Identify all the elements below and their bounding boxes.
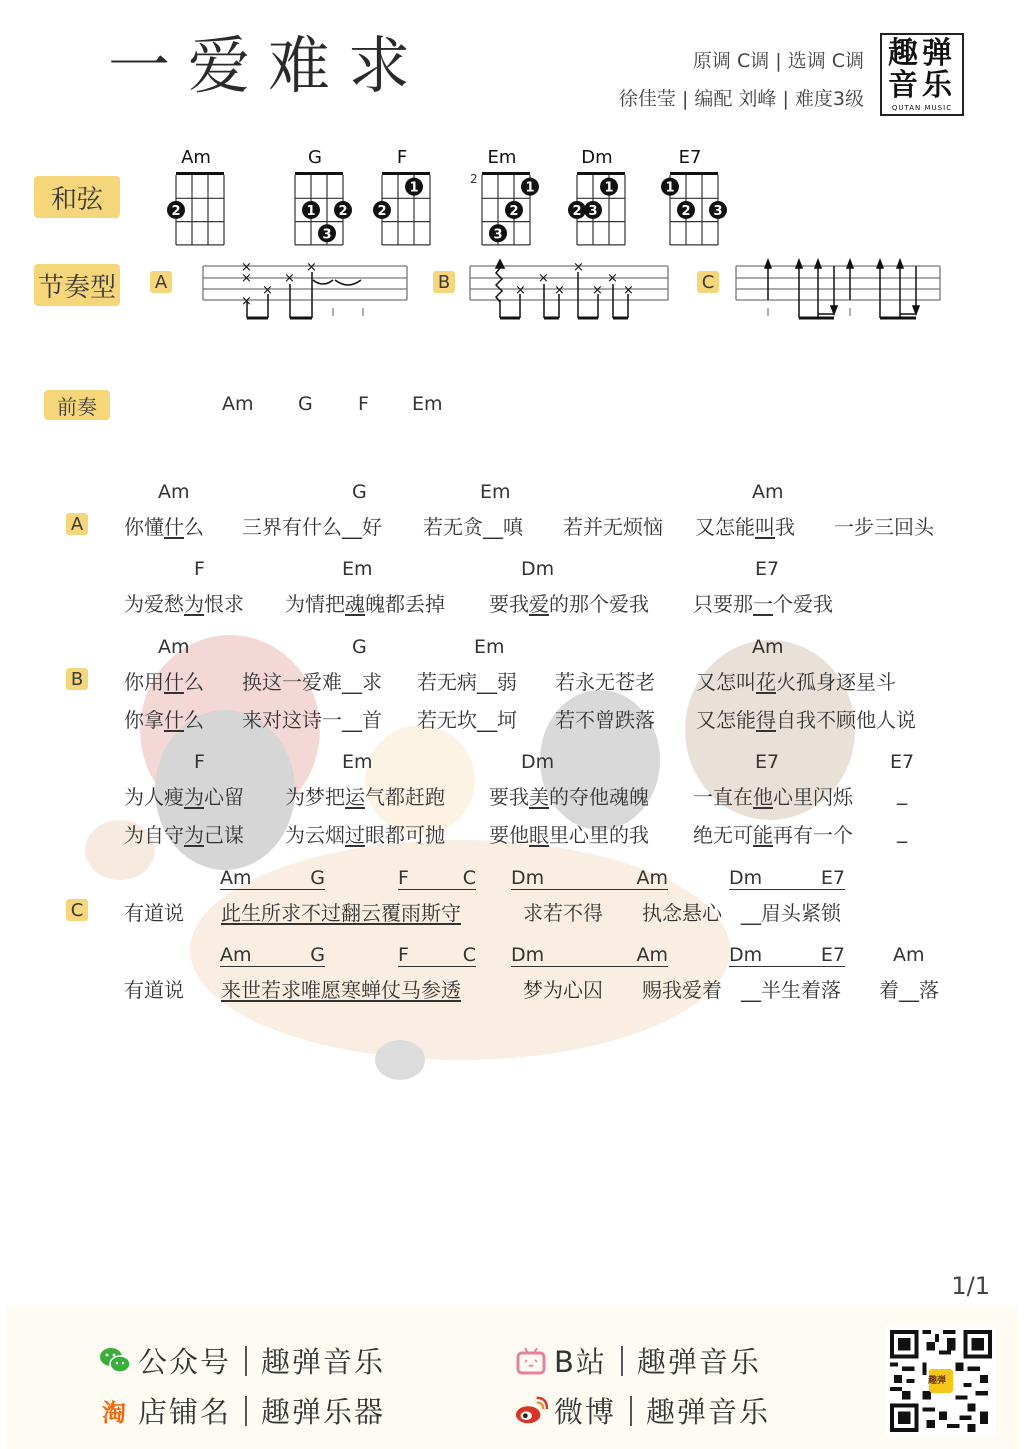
lyric-phrase: 为自守为己谋 [124,823,244,847]
weibo-icon [514,1394,548,1428]
lyric-phrase: 来世若求唯愿寒蝉仗马参透 [221,978,461,1002]
lyric-phrase: 此生所求不过翻云覆雨斯守 [221,901,461,925]
footer-label: B站 [554,1345,607,1379]
lyric-phrase: 赐我爱着 [642,978,722,1002]
wechat-icon [98,1344,132,1378]
song-title: 一爱难求 [108,29,429,102]
fretboard-grid [295,172,348,243]
svg-text:×: × [306,260,317,275]
lyric-phrase: 若并无烦恼 [563,515,663,539]
chord: E7 [755,751,780,773]
lyric-phrase: __半生着落 [741,978,841,1002]
svg-text:2: 2 [509,203,519,219]
lyric-lead: 有道说 [124,901,184,925]
rhythm-c-notation [736,258,942,328]
svg-text:3: 3 [493,227,503,243]
intro-chord: F [358,393,369,415]
lyric-phrase: 要我美的夺他魂魄 [489,785,649,809]
chord-name: Am [181,147,211,168]
lyric-phrase: 又怎叫花火孤身逐星斗 [696,670,896,694]
svg-text:2: 2 [681,203,691,219]
lyric-phrase: 三界有什么__好 [242,515,382,539]
chord: E7 [890,751,915,773]
svg-text:×: × [262,283,273,298]
lyric-phrase: 一直在他心里闪烁 [693,785,853,809]
chord-name: G [308,147,322,168]
svg-text:2: 2 [377,203,387,219]
lyric-phrase: 来对这诗一__首 [242,708,382,732]
intro-chord: G [298,393,313,415]
logo-text-1: 趣弹 [888,35,956,71]
svg-text:2: 2 [338,203,348,219]
footer-bilibili[interactable] [514,1340,761,1381]
lyric-phrase: 若无坎__坷 [417,708,517,732]
svg-text:×: × [284,271,295,286]
rhythm-a-notation [203,258,409,328]
chord-name: E7 [678,147,702,168]
chord: Em [342,751,373,773]
section-a-label: A [66,513,88,535]
lyric-phrase: 为爱愁为恨求 [124,592,244,616]
lyric-phrase: 为梦把运气都赶跑 [285,785,445,809]
chord-group: Dm E7 [729,944,845,966]
lyric-lead: 有道说 [124,978,184,1002]
chord: Am [893,944,925,966]
lyric-phrase: 你懂什么 [124,515,204,539]
chord-name: Dm [581,147,613,168]
taobao-icon: 淘 [102,1399,128,1427]
lyric-phrase: 若无贪__嗔 [423,515,523,539]
chord-group: Am G [220,867,325,889]
lyric-phrase: 你拿什么 [124,708,204,732]
chord: Am [158,636,190,658]
svg-text:3: 3 [713,203,723,219]
page-number: 1/1 [951,1272,990,1300]
divider [245,1346,247,1376]
chords-label: 和弦 [34,176,120,218]
fretboard-grid [572,172,625,242]
rhythm-pattern-c [736,258,942,332]
lyric-phrase: 要他眼里心里的我 [489,823,649,847]
fret-offset: 2 [470,172,478,186]
bilibili-icon [514,1344,548,1378]
svg-text:×: × [241,260,252,275]
lyric-phrase: 绝无可能再有一个 [693,823,853,847]
rhythm-b-notation [470,258,676,328]
footer-panel [6,1306,1018,1449]
rhythm-pattern-a [203,258,409,332]
logo-text-2: 音乐 [888,67,956,103]
rhythm-a-label: A [150,271,172,293]
lyric-phrase: 若永无苍老 [555,670,655,694]
footer-label: 店铺名 [138,1395,232,1429]
rhythm-label: 节奏型 [34,264,120,306]
svg-text:×: × [592,283,603,298]
svg-text:1: 1 [306,203,316,219]
footer-weibo[interactable] [514,1390,770,1431]
chord: G [352,636,367,658]
logo-subtitle: QUTAN MUSIC [891,103,953,112]
chord-group: Dm Am [511,944,668,966]
svg-text:1: 1 [525,180,535,196]
lyric-phrase: 只要那一个爱我 [693,592,833,616]
svg-text:2: 2 [171,203,181,219]
footer-value: 趣弹音乐 [261,1345,386,1379]
section-b-label: B [66,668,88,690]
chord-group: F C [398,867,476,889]
lyric-phrase: 若不曾跌落 [555,708,655,732]
svg-text:3: 3 [322,227,332,243]
lyric-phrase: 又怎能得自我不顾他人说 [696,708,916,732]
chord: Em [474,636,505,658]
chord-name: Em [487,147,517,168]
rhythm-c-label: C [697,271,719,293]
chord-name: F [396,147,408,168]
divider [630,1396,632,1426]
intro-label: 前奏 [44,390,110,420]
divider [621,1346,623,1376]
intro-chord: Em [412,393,443,415]
svg-text:×: × [241,294,252,309]
lyric-phrase: 又怎能叫我 [695,515,795,539]
lyric-phrase: 一步三回头 [834,515,934,539]
footer-label: 公众号 [138,1345,232,1379]
lyric-phrase: 要我爱的那个爱我 [489,592,649,616]
chord: Am [158,481,190,503]
qutan-logo [880,33,964,116]
rhythm-pattern-b [470,258,676,332]
divider [245,1396,247,1426]
lyric-phrase: 求若不得 [523,901,603,925]
lyric-phrase: __眉头紧锁 [741,901,841,925]
chord: Am [752,636,784,658]
lyric-phrase: 梦为心囚 [523,978,603,1002]
key-info: 原调 C调 | 选调 C调 [692,50,864,72]
chord: Em [342,558,373,580]
credit-info: 徐佳莹 | 编配 刘峰 | 难度3级 [618,88,864,110]
lyric-phrase: _ [897,819,907,843]
footer-value: 趣弹音乐 [646,1395,771,1429]
chord: F [194,751,205,773]
footer-value: 趣弹乐器 [261,1395,386,1429]
svg-text:1: 1 [665,180,675,196]
footer-wechat[interactable] [98,1340,385,1381]
chord: Dm [521,751,555,773]
chord: E7 [755,558,780,580]
lyric-phrase: 着__落 [879,978,939,1002]
intro-chord: Am [222,393,254,415]
svg-text:×: × [515,283,526,298]
chord-group: Dm E7 [729,867,845,889]
chord-group: Dm Am [511,867,668,889]
footer-value: 趣弹音乐 [636,1345,761,1379]
svg-text:1: 1 [409,180,419,196]
svg-text:×: × [554,283,565,298]
lyric-phrase: 为情把魂魄都丢掉 [285,592,445,616]
svg-text:3: 3 [588,203,598,219]
fretboard-grid [377,172,430,242]
chord: Am [752,481,784,503]
lyric-phrase: 若无病__弱 [417,670,517,694]
fretboard-grid [171,172,224,242]
qr-badge-text: 趣弹 [928,1376,947,1386]
svg-text:×: × [607,271,618,286]
svg-text:1: 1 [604,180,614,196]
chord: Em [480,481,511,503]
chord: F [194,558,205,580]
lyric-phrase: 为云烟过眼都可抛 [285,823,445,847]
chord: G [352,481,367,503]
svg-text:×: × [241,271,252,286]
svg-text:×: × [573,260,584,275]
footer-taobao[interactable] [98,1390,385,1431]
svg-text:×: × [623,283,634,298]
svg-text:×: × [538,271,549,286]
lyric-phrase: _ [897,781,907,805]
chord-group: Am G [220,944,325,966]
qr-code[interactable] [886,1326,996,1436]
svg-text:2: 2 [572,203,582,219]
section-c-label: C [66,899,88,921]
lyric-phrase: 你用什么 [124,670,204,694]
fretboard-grid [665,172,723,242]
chord: Dm [521,558,555,580]
footer-label: 微博 [554,1395,617,1429]
rhythm-b-label: B [433,271,455,293]
lyric-phrase: 换这一爱难__求 [242,670,382,694]
chord-group: F C [398,944,476,966]
lyric-phrase: 为人瘦为心留 [124,785,244,809]
fretboard-grid [482,172,535,243]
lyric-phrase: 执念悬心 [642,901,722,925]
